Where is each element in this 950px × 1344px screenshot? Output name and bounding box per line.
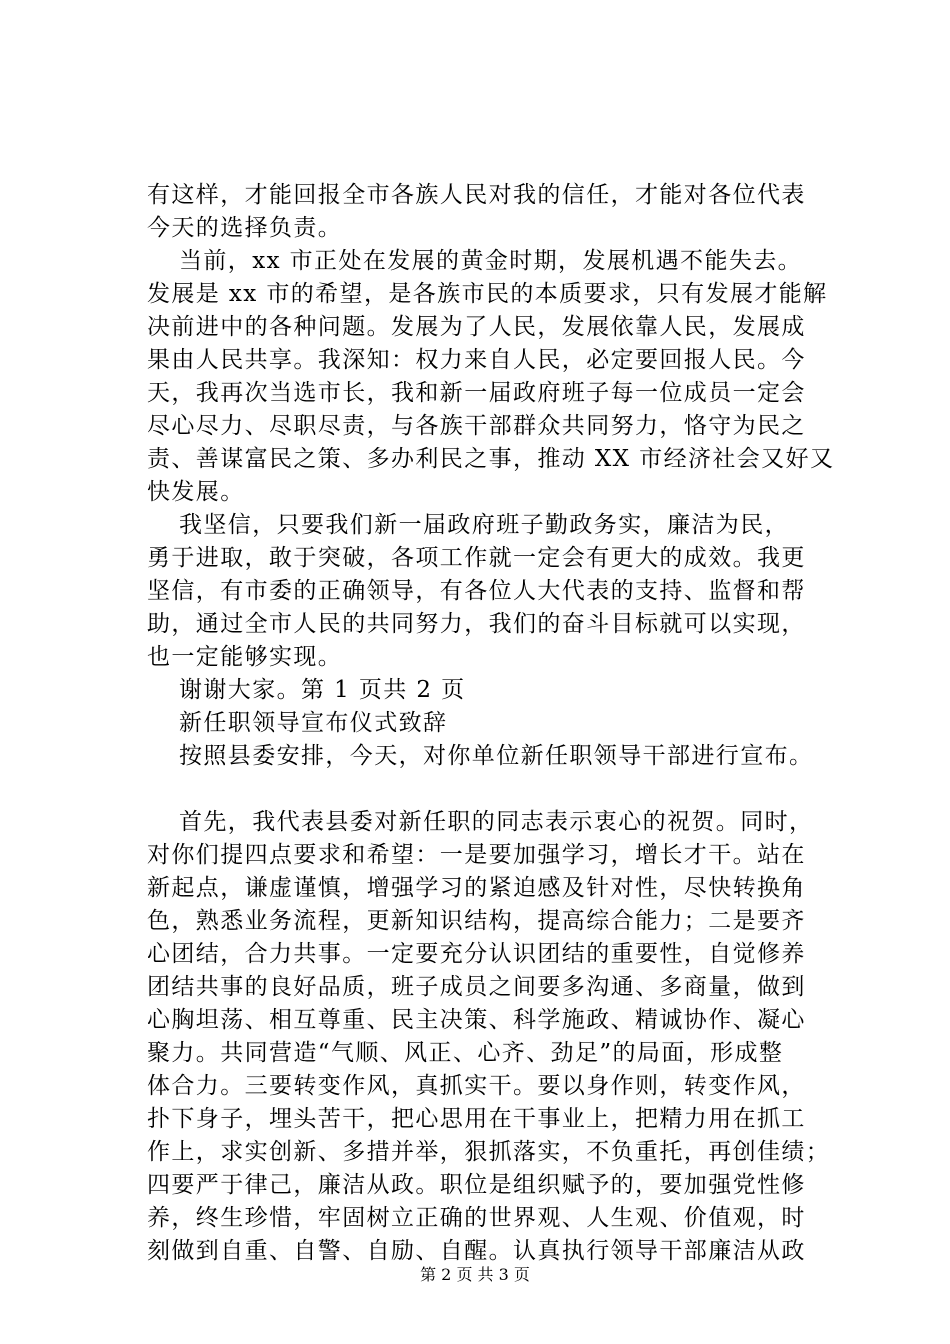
text-line: 勇于进取，敢于突破，各项工作就一定会有更大的成效。我更 bbox=[147, 545, 806, 571]
text-line: 责、善谋富民之策、多办利民之事，推动 XX 市经济社会又好又 bbox=[147, 446, 835, 472]
text-line: 坚信，有市委的正确领导，有各位人大代表的支持、监督和帮 bbox=[147, 578, 806, 604]
paragraph-first-line: 首先，我代表县委对新任职的同志表示衷心的祝贺。同时， bbox=[179, 809, 814, 835]
page-number-footer: 第 2 页 共 3 页 bbox=[420, 1265, 530, 1284]
text-line: 作上，求实创新、多措并举，狠抓落实，不负重托，再创佳绩； bbox=[147, 1139, 831, 1165]
text-line: 四要严于律己，廉洁从政。职位是组织赋予的，要加强党性修 bbox=[147, 1172, 806, 1198]
text-line: 聚力。共同营造“气顺、风正、心齐、劲足”的局面，形成整 bbox=[147, 1040, 784, 1066]
text-line: 体合力。三要转变作风，真抓实干。要以身作则，转变作风， bbox=[147, 1073, 806, 1099]
paragraph-first-line: 当前，xx 市正处在发展的黄金时期，发展机遇不能失去。 bbox=[179, 248, 803, 274]
section-title: 新任职领导宣布仪式致辞 bbox=[179, 710, 448, 736]
text-line: 决前进中的各种问题。发展为了人民，发展依靠人民，发展成 bbox=[147, 314, 806, 340]
text-line: 养，终生珍惜，牢固树立正确的世界观、人生观、价值观，时 bbox=[147, 1205, 806, 1231]
text-line: 天，我再次当选市长，我和新一届政府班子每一位成员一定会 bbox=[147, 380, 806, 406]
text-line: 尽心尽力、尽职尽责，与各族干部群众共同努力，恪守为民之 bbox=[147, 413, 806, 439]
text-line: 扑下身子，埋头苦干，把心思用在干事业上，把精力用在抓工 bbox=[147, 1106, 806, 1132]
text-line: 果由人民共享。我深知：权力来自人民，必定要回报人民。今 bbox=[147, 347, 806, 373]
text-line: 刻做到自重、自警、自励、自醒。认真执行领导干部廉洁从政 bbox=[147, 1238, 806, 1264]
text-line: 快发展。 bbox=[147, 479, 245, 505]
text-line: 色，熟悉业务流程，更新知识结构，提高综合能力；二是要齐 bbox=[147, 908, 806, 934]
text-line: 心胸坦荡、相互尊重、民主决策、科学施政、精诚协作、凝心 bbox=[147, 1007, 806, 1033]
paragraph-first-line: 按照县委安排，今天，对你单位新任职领导干部进行宣布。 bbox=[179, 743, 814, 769]
text-line: 有这样，才能回报全市各族人民对我的信任，才能对各位代表 bbox=[147, 182, 806, 208]
text-line: 今天的选择负责。 bbox=[147, 215, 343, 241]
paragraph-first-line: 我坚信，只要我们新一届政府班子勤政务实，廉洁为民， bbox=[179, 512, 789, 538]
text-line: 新起点，谦虚谨慎，增强学习的紧迫感及针对性，尽快转换角 bbox=[147, 875, 806, 901]
text-line: 也一定能够实现。 bbox=[147, 644, 343, 670]
paragraph-first-line: 谢谢大家。第 1 页共 2 页 bbox=[179, 677, 466, 703]
text-line: 团结共事的良好品质，班子成员之间要多沟通、多商量，做到 bbox=[147, 974, 806, 1000]
text-line: 心团结，合力共事。一定要充分认识团结的重要性，自觉修养 bbox=[147, 941, 806, 967]
text-line: 助，通过全市人民的共同努力，我们的奋斗目标就可以实现， bbox=[147, 611, 806, 637]
text-line: 对你们提四点要求和希望：一是要加强学习，增长才干。站在 bbox=[147, 842, 806, 868]
text-line: 发展是 xx 市的希望，是各族市民的本质要求，只有发展才能解 bbox=[147, 281, 828, 307]
